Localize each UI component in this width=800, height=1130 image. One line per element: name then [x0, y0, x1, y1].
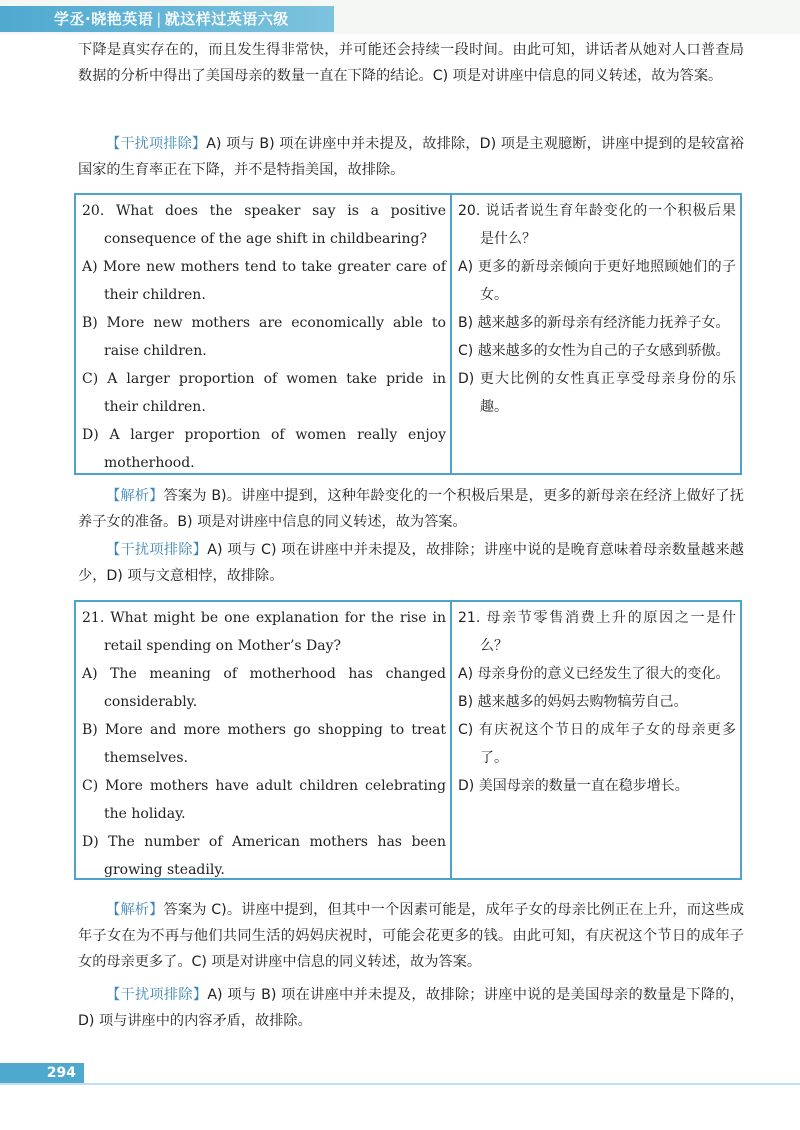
distractor-tag: 【干扰项排除】 [106, 987, 208, 1003]
option-b: B) More new mothers are economically able to raise children. [82, 315, 446, 359]
question-21-table [74, 600, 742, 880]
distractor-analysis-21 [78, 982, 744, 1034]
question-stem: 20. What does the speaker say is a positive consequence of the age shift in childbearing? [82, 203, 446, 247]
option-c: C) A larger proportion of women take pride in their children. [82, 371, 446, 415]
question-stem: 21. What might be one explanation for the rise in retail spending on Mother’s Day? [82, 610, 446, 654]
question-20-chinese [452, 195, 740, 473]
question-21-english [76, 602, 452, 878]
question-20-english [76, 195, 452, 473]
question-stem-zh: 20. 说话者说生育年龄变化的一个积极后果是什么？ [458, 203, 736, 247]
series-title: 就这样过英语六级 [164, 10, 289, 28]
option-d: D) A larger proportion of women really enjoy motherhood. [82, 427, 446, 471]
distractor-text: A) 项与 B) 项在讲座中并未提及，故排除，D) 项是主观臆断，讲座中提到的是较富裕国家的生育率正在下降，并不是特指美国，故排除。 [78, 136, 744, 178]
answer-analysis-21 [78, 897, 744, 975]
analysis-text: 答案为 B)。讲座中提到，这种年龄变化的一个积极后果是，更多的新母亲在经济上做好了抚养子女的准备。B) 项是对讲座中信息的同义转述，故为答案。 [78, 488, 744, 530]
distractor-text: A) 项与 B) 项在讲座中并未提及，故排除；讲座中说的是美国母亲的数量是下降的，D) 项与讲座中的内容矛盾，故排除。 [78, 987, 744, 1029]
option-c-zh: C) 越来越多的女性为自己的子女感到骄傲。 [458, 343, 730, 359]
analysis-tag: 【解析】 [106, 488, 164, 504]
option-a-zh: A) 更多的新母亲倾向于更好地照顾她们的子女。 [458, 259, 736, 303]
paragraph-text: 下降是真实存在的，而且发生得非常快，并可能还会持续一段时间。由此可知，讲话者从她对人口普查局数据的分析中得出了美国母亲的数量一直在下降的结论。C) 项是对讲座中信息的同义转述，故为答案。 [78, 42, 744, 84]
paragraph-continued [78, 37, 744, 89]
question-20-table [74, 193, 742, 475]
option-b: B) More and more mothers go shopping to treat themselves. [82, 722, 446, 766]
header-bar [0, 0, 800, 34]
footer-divider [0, 1083, 800, 1085]
option-a: A) The meaning of motherhood has changed considerably. [82, 666, 446, 710]
option-a: A) More new mothers tend to take greater care of their children. [82, 259, 446, 303]
option-c: C) More mothers have adult children celebrating the holiday. [82, 778, 446, 822]
option-c-zh: C) 有庆祝这个节日的成年子女的母亲更多了。 [458, 722, 736, 766]
header-separator: | [156, 10, 162, 28]
option-b-zh: B) 越来越多的新母亲有经济能力抚养子女。 [458, 315, 730, 331]
distractor-tag: 【干扰项排除】 [106, 136, 207, 152]
distractor-tag: 【干扰项排除】 [106, 542, 208, 558]
running-header [0, 6, 334, 32]
distractor-analysis-20 [78, 537, 744, 589]
distractor-analysis-19 [78, 131, 744, 183]
option-b-zh: B) 越来越多的妈妈去购物犒劳自己。 [458, 694, 688, 710]
book-title: 学丞·晓艳英语 [54, 10, 154, 28]
analysis-text: 答案为 C)。讲座中提到，但其中一个因素可能是，成年子女的母亲比例正在上升，而这些成年子女在为不再与他们共同生活的妈妈庆祝时，可能会花更多的钱。由此可知，有庆祝这个节日的成年子女的母亲更多了。C) 项是对讲座中信息的同义转述，故为答案。 [78, 902, 744, 970]
option-d: D) The number of American mothers has been growing steadily. [82, 834, 446, 878]
analysis-tag: 【解析】 [106, 902, 164, 918]
option-d-zh: D) 美国母亲的数量一直在稳步增长。 [458, 778, 689, 794]
option-d-zh: D) 更大比例的女性真正享受母亲身份的乐趣。 [458, 371, 736, 415]
question-stem-zh: 21. 母亲节零售消费上升的原因之一是什么？ [458, 610, 736, 654]
option-a-zh: A) 母亲身份的意义已经发生了很大的变化。 [458, 666, 730, 682]
question-21-chinese [452, 602, 740, 878]
answer-analysis-20 [78, 483, 744, 535]
page-number: 294 [0, 1063, 84, 1083]
distractor-text: A) 项与 C) 项在讲座中并未提及，故排除；讲座中说的是晚育意味着母亲数量越来越少，D) 项与文意相悖，故排除。 [78, 542, 744, 584]
